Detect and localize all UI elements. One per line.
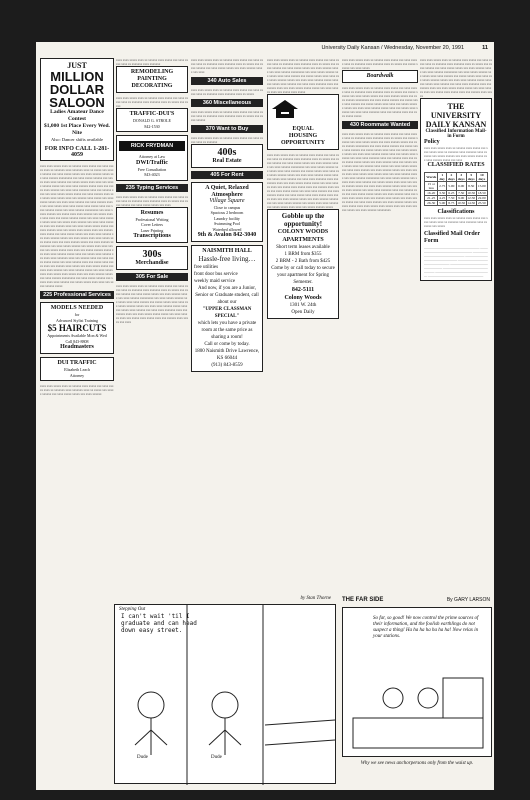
rates-cell: 10.50 [467, 191, 476, 195]
rates-cell: 7.50 [448, 196, 455, 200]
classified-text: xxxx xxxx xxxxx xxxx xx xxxxxx xxxx xxxxx xxx xxxx xxxxx xxxx xx xxxxxxx xxxx xxxxxxx xxxx xx xxxxx xxx xxxxx xxxxxx xxx xxxx xxxxx xxxxx xxx xxxx xxxxxx xxxxx xxx xxxx xxxxxx xxxxxxxxx xxx xxxx xxxxx xxxxxx xxx xxxxx xxxx xxxx xxxxxx xxx xxxxx xxxxx xxxx xxxx xxx xxxxx xxxxxx xxxxx xxx xxxx xxxx xxxxxx xxxxx xxxx xxx xxxxx xxxx xxxxxx xxx xxxx xxxx xxxxxxx xxxx xxx xxxxxx xxxx xxx xxxx xxxxx xxxxx xxxxx xxx xxxx xxxxxx xxxx xxx xxxxx xxxx xxxxx xxxx xxx xxxxxx xxxx xxxxx xxx xxxx xxxxx xxxxx xxx xxxx xxxx xxxxxx xxx xxxx xxxxxx xxxxx xxx xxxx xxxxx xxxx xxxx xxxxx xxxx xxxxx xxxx xxx xxxx xxxxxx xxxxx xxx xxxx xxxxxx xxxxxxxxx xxx xxxx xxxxx xxxxxx xxx xxxxx xxxx xxxx xxxxxx xxx xxxxx xxxxx xxxx xxxx xxx xxxxx xxxxxx xxxxx xxx xxxx xxxx xxxxxx xxxxx xxxx xxx xxxxx xxxx xxxxxx xxx xxxx xxxx xxxxxxx xxxx xxx xxxxxx xxxx xxx xxxx xxxxx xxxxx xxxxx xxx xxxx xxxxxx xxxx xxx xxxxx xxxx xxxxx xxxx xxx xxxxxx xxxx xxxxx xxx xxxx xxxxx xxxxx xxx xxxx xxxx xxxxxx xxx xxxx xxxxxx xxxxx xxx xxxx xxxxx xxxx xxxx xxxxx xxxx xxxxx xxxx xxx xxxx xxxxxx xxxxx xxx xxxx xxxxxx xxxxxxxxx [342, 132, 418, 212]
saloon-ad [40, 58, 114, 161]
hassle-line-2: And now, if you are a Junior, Senior or Graduate student, call about our [195, 286, 259, 305]
policy-text: xxxx xxxx xxxxx xxxx xx xxxxxx xxxx xxxxx xxx xxxx xxxxx xxxx xx xxxxxxx xxxx xxxxxxx xxxx xx xxxxx xxx xxxxx xxxxxx xxx xxxx xxxxx xxxxx xxx xxxx xxxxxx xxxxx xxx xxxx [424, 146, 488, 162]
rates-cell: 25.50 [477, 201, 486, 205]
frydman-name: RICK FRYDMAN [119, 141, 185, 151]
saloon-title: MILLION DOLLAR SALOON [49, 69, 105, 110]
classified-text: xxxx xxxx xxxxx xxxx xx xxxxxx xxxx xxxxx xxx xxxx xxxxx xxxx xx xxxxxxx xxxx xxxxxxx xxxx xx xxxxx xxx xxxxx xxxxxx xxx xxxx xxxxx xxxxx xxx xxxx xxxxxx xxxxx xxx xxxx xxxxxx xxxxxxxxx xxx xxxx xxxxx xxxxxx xxx xxxxx xxxx xxxx xxxxxx xxx xxxxx xxxxx xxxx xxxx xxx xxxxx xxxxxx xxxxx xxx xxxx xxxx xxxxxx xxxxx xxxx xxx xxxxx xxxx xxxxxx xxx xxxx xxxx xxxxxxx xxxx xxx xxxxxx xxxx xxx xxxx xxxxx xxxxx xxxxx xxx xxxx xxxxxx xxxx xxx xxxxx xxxx xxxxx xxxx xxx xxxxxx xxxx xxxxx [420, 58, 492, 98]
rates-col-header: 10 days [476, 173, 487, 182]
rates-cell: 5.00 [439, 201, 446, 205]
quiet-address: 9th & Avalon 842-3040 [197, 232, 257, 238]
equal-housing-ad [267, 94, 339, 150]
hassle-address: 1800 Naismith Drive Lawrence, KS 66044 [194, 349, 260, 361]
quiet-line-1: A Quiet, Relaxed [205, 185, 249, 191]
village-square-logo: Village Square [209, 198, 245, 204]
dui-title: DUI TRAFFIC [57, 360, 97, 366]
dude-label: Dude [137, 755, 148, 760]
mail-order-heading: Classified Mail Order Form [424, 231, 480, 244]
dui-name: Elizabeth Leach [64, 367, 90, 372]
rates-cell: 6.00 [456, 182, 466, 191]
traffic-name: DONALD G. STROLE [133, 118, 171, 123]
table-row [425, 201, 488, 206]
dui-role: Attorney [69, 372, 85, 378]
merchandise-box [116, 246, 188, 270]
classified-text: xxxx xxxx xxxxx xxxx xx xxxxxx xxxx xxxxx xxx xxxx xxxxx xxxx xx xxxxxxx xxxx xxxxxxx xxxx xx xxxxx xxx xxxxx xxxxxx xxx xxxx xxxxx xxxxx xxx xxxx xxxxxx xxxxx xxx xxxx [191, 58, 263, 74]
column-1 [40, 58, 114, 790]
traffic-phone: 842-1530 [144, 123, 160, 129]
newspaper-page [36, 42, 494, 790]
far-side-caption: Why we see news anchorpersons only from the waist up. [360, 761, 474, 766]
header-text: University Daily Kansan / Wednesday, November 20, 1991 [321, 45, 464, 51]
classified-text: xxxx xxxx xxxxx xxxx xx xxxxxx xxxx xxxxx xxx xxxx xxxxx xxxx xx xxxxxxx xxxx xxxxxxx xxxx xx xxxxx xxx xxxxx xxxxxx xxx xxxx xxxxx xxxxx xxx xxxx xxxxxx xxxxx xxx xxxx xxxxxx xxxxxxxxx xxx xxxx xxxxx xxxxxx xxx xxxxx xxxx xxxx xxxxxx xxx xxxxx xxxxx xxxx xxxx xxx xxxxx xxxxxx xxxxx xxx xxxx xxxx xxxxxx xxxxx xxxx xxx xxxxx xxxx xxxxxx xxx xxxx xxxx xxxxxxx xxxx xxx xxxxxx xxxx xxx xxxx xxxxx xxxxx xxxxx xxx xxxx xxxxxx xxxx xxx xxxxx xxxx xxxxx xxxx xxx xxxxxx xxxx xxxxx xxx xxxx xxxxx xxxxx xxx xxxx xxxx xxxxxx xxx xxxx xxxxxx xxxxx xxx xxxx xxxxx xxxx xxxx xxxxx xxxx xxxxx xxxx xxx xxxx xxxxxx xxxxx xxx xxxx xxxxxx xxxxxxxxx xxx xxxx xxxxx xxxxxx xxx xxxxx xxxx xxxx xxxxxx xxx xxxxx xxxxx xxxx xxxx xxx xxxxx xxxxxx xxxxx xxx xxxx xxxx xxxxxx xxxxx xxxx xxx xxxxx xxxx xxxxxx xxx xxxx xxxx xxxxxxx xxxx xxx xxxxxx xxxx xxx xxxx xxxxx xxxxx xxxxx xxx xxxx xxxxxx xxxx xxx xxxxx xxxx xxxxx xxxx xxx xxxxxx xxxx xxxxx xxx xxxx xxxxx xxxxx xxx xxxx xxxx xxxxxx xxx xxxx xxxxxx xxxxx xxx xxxx xxxxx xxxx xxxx xxxxx xxxx xxxxx xxxx xxx xxxx xxxxxx xxxxx xxx xxxx xxxxxx xxxxxxxxx xxx xxxx xxxxx xxxxxx xxx xxxxx xxxx xxxx xxxxxx xxx xxxxx xxxxx xxxx xxxx xxx xxxxx xxxxxx xxxxx xxx xxxx xxxx xxxxxx xxxxx xxxx xxx xxxxx xxxx xxxxxx xxx xxxx xxxx xxxxxxx xxxx xxx xxxxxx xxxx xxx xxxx xxxxx xxxxx xxxxx xxx xxxx xxxxxx xxxx xxx xxxxx xxxx xxxxx xxxx xxx xxxxxx xxxx xxxxx xxx xxxx xxxxx xxxxx xxx xxxx xxxx xxxxxx xxx xxxx xxxxxx xxxxx xxx xxxx xxxxx xxxx xxxx xxxxx xxxx xxxxx xxxx xxx xxxx xxxxxx xxxxx xxx xxxx xxxxxx xxxxxxxxx xxx xxxx xxxxx xxxxxx xxx xxxxx xxxx xxxx xxxxxx xxx xxxxx xxxxx xxxx xxxx xxx xxxxx xxxxxx xxxxx [40, 164, 114, 288]
traffic-title: TRAFFIC-DUI'S [129, 111, 175, 117]
resumes-title: Resumes [140, 209, 164, 216]
rates-heading: CLASSIFIED RATES [427, 162, 485, 168]
comic-speech-line: graduate and can head [121, 620, 197, 627]
wanted-heading: 370 Want to Buy [191, 125, 263, 133]
page-header [36, 42, 494, 56]
for-sale-heading: 305 For Sale [116, 273, 188, 281]
classified-text: xxxx xxxx xxxxx xxxx xx xxxxxx xxxx xxxxx xxx xxxx xxxxx xxxx xx xxxxxxx xxxx xxxxxxx xxxx xx xxxxx xxx xxxxx xxxxxx [191, 110, 263, 122]
classified-text: xxxx xxxx xxxxx xxxx xx xxxxxx xxxx xxxxx xxx xxxx xxxxx xxxx xx xxxxxxx xxxx xxxxxxx xxxx xx xxxxx xxx xxxxx xxxxxx xxx xxxx xxxxx xxxxx xxx xxxx xxxxxx xxxxx xxx xxxx xxxxxx xxxxxxxxx xxx xxxx xxxxx xxxxxx xxx xxxxx xxxx xxxx xxxxxx xxx xxxxx xxxxx xxxx xxxx xxx xxxxx xxxxxx xxxxx xxx xxxx xxxx xxxxxx xxxxx xxxx xxx xxxxx xxxx xxxxxx xxx xxxx xxxx xxxxxxx xxxx xxx xxxxxx xxxx xxx xxxx xxxxx xxxxx [342, 86, 418, 118]
transcriptions-title: Transcriptions [133, 233, 171, 239]
quiet-item: Close to campus [213, 204, 241, 210]
hassle-line-4: Call or come by today. [204, 342, 250, 347]
gobble-line-5: 2 BRM - 2 Bath from $425 [275, 259, 331, 264]
classified-text: xxxx xxxx xxxxx xxxx xx xxxxxx xxxx xxxxx xxx xxxx xxxxx xxxx xx xxxxxxx xxxx xxxxxxx [116, 58, 188, 66]
real-estate-label: Real Estate [212, 158, 242, 164]
comic-author: by Stan Thorne [300, 596, 331, 601]
frydman-consult: Free Consultation [137, 166, 167, 172]
rates-cell: 18.50 [477, 191, 486, 195]
autos-heading: 340 Auto Sales [191, 77, 263, 85]
rates-cell: 3.50 [439, 191, 446, 195]
rates-cell: 15 or less [425, 182, 438, 191]
models-price: $5 HAIRCUTS [47, 323, 107, 333]
gobble-open: Open Daily [291, 310, 315, 315]
hassle-item: weekly maid service [194, 279, 236, 284]
far-side-author: By GARY LARSON [446, 597, 490, 603]
gobble-name: Colony Woods [284, 295, 322, 301]
quiet-item: Laundry facility [214, 215, 240, 221]
models-call: Call 843-8808 [65, 338, 89, 344]
classified-text: xxxx xxxx xxxxx xxxx xx xxxxxx xxxx xxxxx xxx xxxx xxxxx xxxx xx xxxxxxx xxxx xxxxxxx xxxx xx xxxxx xxx xxxxx xxxxxx xxx xxxx xxxxx xxxxx xxx xxxx [116, 194, 188, 207]
column-6 [420, 58, 492, 578]
house-icon [270, 99, 300, 119]
dui-ad [40, 357, 114, 381]
dude-label: Dude [211, 755, 222, 760]
far-side-panel [342, 607, 492, 757]
rates-col-header: 5 days [467, 173, 475, 181]
painting-title: REMODELING PAINTING DECORATING [130, 69, 174, 89]
gobble-line-4: 1 BRM from $355 [284, 252, 322, 257]
resumes-item: Professional Writing [135, 216, 169, 222]
models-ad [40, 302, 114, 354]
frydman-dwi: DWI/Traffic [136, 159, 168, 166]
models-title: MODELS NEEDED [50, 305, 104, 311]
column-5 [342, 58, 418, 578]
hassle-item: front door bus service [194, 272, 238, 277]
colony-woods-ad [267, 209, 339, 319]
rates-col-header: 1 day [439, 173, 445, 181]
real-estate-number: 400s [217, 147, 237, 158]
equal-line-3: OPPORTUNITY [280, 140, 326, 146]
policy-heading: Policy [424, 139, 440, 145]
saloon-shifts: Also: Dancer shifts available [50, 137, 104, 142]
classified-text: xxxx xxxx xxxxx xxxx xx xxxxxx xxxx xxxxx xxx xxxx xxxxx xxxx xx xxxxxxx xxxx xxxxxxx xxxx xx xxxxx xxx xxxxx xxxxxx xxx xxxx xxxxx xxxxx xxx xxxx xxxxxx xxxxx xxx xxxx xxxxxx xxxxxxxxx xxx xxxx xxxxx xxxxxx xxx xxxxx xxxx xxxx xxxxxx xxx xxxxx xxxxx xxxx xxxx xxx xxxxx xxxxxx xxxxx xxx xxxx xxxx xxxxxx xxxxx xxxx xxx xxxxx xxxx xxxxxx xxx xxxx xxxx xxxxxxx xxxx xxx xxxxxx xxxx xxx xxxx xxxxx xxxxx xxxxx xxx xxxx xxxxxx xxxx xxx xxxxx xxxx xxxxx xxxx xxx xxxxxx xxxx xxxxx xxx xxxx [116, 284, 188, 324]
rates-cell: 21-25 [425, 196, 438, 201]
resumes-ad [116, 207, 188, 244]
services-heading: 225 Professional Services [40, 291, 114, 299]
classified-text: xxxx xxxx xxxxx xxxx xx xxxxxx xxxx xxxxx xxx xxxx xxxxx xxxx xx xxxxxxx [191, 136, 263, 144]
rates-cell: 22.00 [477, 196, 486, 200]
comic-speech-line: I can't wait 'til I [121, 613, 190, 620]
rates-cell: 12.50 [467, 196, 476, 200]
rates-cell: 10.50 [457, 201, 466, 205]
classifications-text: xxxx xxxx xxxxx xxxx xx xxxxxx xxxx xxxxx xxx xxxx xxxxx xxxx xx xxxxxxx xxxx xxxxxxx xxxx xx xxxxx xxx xxxxx [424, 216, 488, 228]
equal-line-2: HOUSING [288, 133, 318, 139]
rates-cell: 14.50 [467, 201, 476, 205]
quiet-item: Waterbed allowed [212, 226, 242, 232]
rates-table [424, 172, 488, 206]
boardwalk-logo: Boardwalk [366, 73, 394, 79]
kansan-mail-in-form [420, 98, 492, 281]
rates-cell: 26-30 [425, 201, 438, 206]
rates-col-header: 2 days [447, 173, 455, 181]
rates-cell: 6.25 [448, 191, 455, 195]
rates-col-header: Words [425, 173, 438, 182]
rent-heading: 405 For Rent [191, 171, 263, 179]
misc-heading: 360 Miscellaneous [191, 99, 263, 107]
equal-line-1: EQUAL [292, 126, 314, 132]
typing-heading: 235 Typing Services [116, 184, 188, 192]
resumes-item: Laser Printing [140, 227, 164, 233]
models-appointments: Appointments Available Mon & Wed [47, 333, 107, 338]
traffic-ad [116, 108, 188, 132]
saloon-contest: Ladies Amateur Dance Contest [50, 109, 104, 122]
rates-cell: 2.75 [438, 182, 447, 191]
frydman-ad [116, 135, 188, 181]
kansan-subtitle: Classified Information Mail-in Form [425, 129, 487, 139]
column-3 [191, 58, 263, 578]
naismith-logo: NAISMITH HALL [202, 248, 252, 254]
mail-order-lines: _____________________________________ _____________________________________ _____________________________________ _____________________________________ _____________________________________ _____________________________________ _____________________________________ _____________________________________ _____________________________________ [424, 245, 488, 277]
stepping-out-comic [114, 596, 336, 784]
quiet-item: Spacious 2 bedroom [210, 210, 244, 215]
quiet-item: Swimming Pool [214, 221, 240, 226]
quiet-line-2: Atmosphere [211, 192, 243, 198]
village-square-ad [191, 182, 263, 242]
far-side-comic [342, 597, 492, 787]
rates-cell: 9.00 [458, 196, 465, 200]
hassle-item: free utilities [194, 265, 219, 270]
frydman-phone: 843-4023 [144, 172, 160, 177]
gobble-phone: 842-5111 [291, 287, 315, 293]
page-number: 11 [482, 45, 488, 51]
headmasters-logo: Headmasters [60, 344, 94, 350]
rates-cell: 8.75 [448, 201, 455, 205]
gobble-line-2: COLONY WOODS APARTMENTS [277, 229, 329, 243]
rates-cell: 8.50 [466, 182, 476, 191]
naismith-ad [191, 245, 263, 372]
classified-text: xxxx xxxx xxxxx xxxx xx xxxxxx xxxx xxxxx xxx xxxx xxxxx xxxx xx xxxxxxx xxxx xxxxxxx xxxx xx xxxxx xxx xxxxx xxxxxx xxx xxxx xxxxx [342, 58, 418, 70]
far-side-title: THE FAR SIDE [342, 597, 384, 603]
real-estate-box [191, 144, 263, 168]
gobble-line-1: Gobble up the opportunity! [281, 212, 325, 228]
resumes-item: Cover Letters [141, 222, 163, 227]
classified-text: xxxx xxxx xxxxx xxxx xx xxxxxx xxxx xxxxx xxx xxxx xxxxx xxxx xx xxxxxxx xxxx xxxxxxx xxxx xx xxxxx xxx xxxxx xxxxxx xxx xxxx xxxxx xxxxx xxx xxxx xxxxxx xxxxx xxx xxxx xxxxxx xxxxxxxxx xxx xxxx xxxxx xxxxxx xxx xxxxx xxxx xxxx xxxxxx xxx xxxxx xxxxx xxxx xxxx xxx xxxxx xxxxxx xxxxx xxx xxxx xxxx xxxxxx xxxxx xxxx xxx xxxxx xxxx xxxxxx xxx xxxx xxxx xxxxxxx xxxx xxx xxxxxx xxxx xxx xxxx xxxxx xxxxx xxxxx xxx xxxx xxxxxx xxxx xxx xxxxx xxxx xxxxx [267, 58, 339, 94]
frydman-role: Attorney at Law [138, 154, 166, 159]
gobble-line-3: Short term leases available [276, 245, 330, 250]
comic-drawing [115, 605, 337, 785]
gobble-line-6: Come by or call today to secure your apartment for Spring Semester. [271, 266, 335, 285]
classified-text: xxxx xxxx xxxxx xxxx xx xxxxxx xxxx xxxxx xxx xxxx xxxxx xxxx xx xxxxxxx xxxx xxxxxxx xxxx xx xxxxx xxx xxxxx [116, 96, 188, 108]
classified-text: xxxx xxxx xxxxx xxxx xx xxxxxx xxxx xxxxx xxx xxxx xxxxx xxxx xx xxxxxxx xxxx xxxxxxx xxxx xx xxxxx xxx xxxxx xxxxxx xxx xxxx xxxxx xxxxx xxx xxxx xxxxxx [40, 384, 114, 396]
comic-speech-line: down easy street. [121, 627, 183, 634]
merchandise-number: 300s [142, 249, 162, 260]
hassle-special: "UPPER CLASSMAN SPECIAL" [202, 307, 252, 319]
rates-col-header: 3 days [457, 173, 465, 181]
models-for: for [74, 312, 80, 317]
gobble-address: 1301 W. 24th [289, 303, 317, 308]
rates-cell: 5.00 [446, 182, 456, 191]
column-2 [116, 58, 188, 578]
rates-cell: 15.00 [476, 182, 487, 191]
hassle-line-1: Hassle-free living… [198, 255, 256, 263]
table-row [425, 182, 488, 191]
kansan-title: THE UNIVERSITY DAILY KANSAN [425, 102, 487, 129]
column-4 [267, 58, 339, 618]
roommate-heading: 430 Roommate Wanted [342, 121, 418, 129]
comic-title: Stepping Out [119, 607, 146, 612]
far-side-drawing [343, 608, 493, 758]
hassle-phone: (913) 843-8559 [211, 363, 243, 368]
saloon-prize: $1,000 1st Place Every Wed. Nite [44, 123, 110, 136]
merchandise-label: Merchandise [135, 260, 169, 266]
classified-text: xxxx xxxx xxxxx xxxx xx xxxxxx xxxx xxxxx xxx xxxx xxxxx xxxx xx xxxxxxx xxxx xxxxxxx xxxx xx xxxxx xxx xxxxx xxxxxx xxx xxxx xxxxx xxxxx xxx xxxx xxxxxx xxxxx xxx xxxx xxxxxx xxxxxxxxx xxx xxxx xxxxx xxxxxx xxx xxxxx xxxx xxxx xxxxxx xxx xxxxx xxxxx xxxx xxxx xxx xxxxx xxxxxx xxxxx xxx xxxx xxxx xxxxxx xxxxx xxxx xxx xxxxx xxxx xxxxxx xxx xxxx xxxx xxxxxxx xxxx xxx xxxxxx xxxx xxx xxxx xxxxx xxxxx xxxxx xxx xxxx xxxxxx xxxx xxx xxxxx xxxx xxxxx xxxx xxx xxxxxx xxxx xxxxx xxx xxxx xxxxx xxxxx xxx xxxx xxxx xxxxxx xxx xxxx xxxxxx xxxxx xxx xxxx xxxxx xxxx xxxx xxxxx xxxx xxxxx xxxx xxx xxxx xxxxxx xxxxx xxx xxxx xxxxxx xxxxxxxxx xxx xxxx xxxxx xxxxxx xxx xxxxx xxxx xxxx xxxxxx xxx xxxxx xxxxx xxxx xxxx xxx xxxxx xxxxxx xxxxx [267, 153, 339, 209]
saloon-just: JUST [67, 61, 87, 70]
classified-text: xxxx xxxx xxxxx xxxx xx xxxxxx xxxx xxxxx xxx xxxx xxxxx xxxx xx xxxxxxx xxxx xxxxxxx xxxx xx xxxxx [191, 88, 263, 96]
classifications-heading: Classifications [437, 209, 475, 215]
far-side-speech: So far, so good! We now control the prime sources of their information, and the foolish earthlings do not suspect a thing! Ha ha ha ha ha ha ha! Now relax in your stations. [373, 616, 479, 639]
models-training: Advanced Stylist Training [55, 317, 98, 323]
hassle-line-3: which lets you have a private room at the same price as sharing a room! [197, 321, 257, 340]
boardwalk-ad [342, 70, 418, 83]
rates-cell: 7.50 [458, 191, 465, 195]
rates-cell: 4.25 [439, 196, 446, 200]
saloon-info: FOR INFO CALL 1-281-4059 [44, 146, 110, 158]
rates-cell: 16-20 [425, 191, 438, 196]
painting-ad [116, 66, 188, 93]
